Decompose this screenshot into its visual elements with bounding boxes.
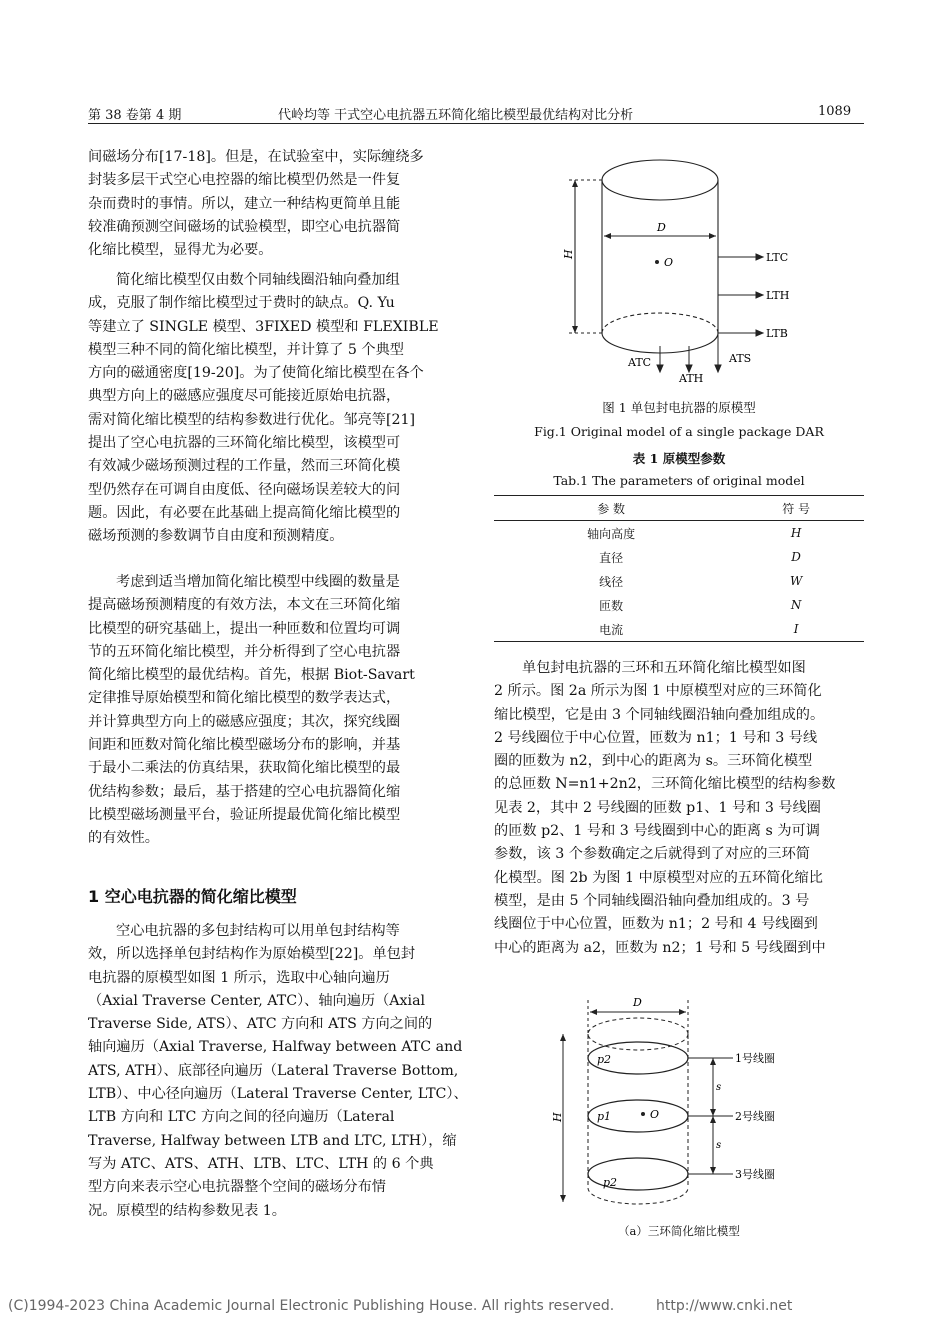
- center-point-O: [641, 1112, 645, 1116]
- text-line: 间磁场分布[17-18]。但是，在试验室中，实际缠绕多: [88, 149, 424, 165]
- text-line: 圈的匝数为 n2，到中心的距离为 s。三环简化模型: [494, 753, 813, 770]
- text-line: 中心的距离为 a2，匝数为 n2；1 号和 5 号线圈到中: [494, 939, 826, 956]
- text-line: ATS, ATH）、底部径向遍历（Lateral Traverse Bottom,: [88, 1062, 459, 1079]
- table-row: [494, 521, 864, 546]
- table-cell: 匝数: [599, 598, 624, 613]
- text-line: 参数，该 3 个参数确定之后就得到了对应的三环简: [494, 846, 810, 863]
- label-LTH: LTH: [766, 289, 790, 302]
- text-line: 优结构参数；最后，基于搭建的空心电抗器简化缩: [88, 783, 401, 800]
- text-line: 2 所示。图 2a 所示为图 1 中原模型对应的三环简化: [494, 683, 822, 700]
- table-cell: I: [728, 617, 864, 642]
- text-line: 磁场预测的参数调节自由度和预测精度。: [88, 528, 344, 545]
- label-ATH: ATH: [679, 372, 704, 385]
- text-line: 电抗器的原模型如图 1 所示，选取中心轴向遍历: [88, 969, 390, 986]
- text-line: 化缩比模型，显得尤为必要。: [88, 242, 273, 259]
- label-O: O: [650, 1108, 660, 1121]
- page-number: 1089: [818, 104, 852, 119]
- text-line: 较准确预测空间磁场的试验模型，即空心电抗器简: [88, 218, 401, 235]
- table-cell: N: [790, 598, 802, 612]
- text-line: 成，克服了制作缩比模型过于费时的缺点。Q. Yu: [88, 295, 395, 312]
- left-paragraph-1: [88, 146, 458, 262]
- text-line: 型方向来表示空心电抗器整个空间的磁场分布情: [88, 1179, 386, 1196]
- text-line: 节的五环简化缩比模型，并分析得到了空心电抗器: [88, 643, 401, 660]
- text-line: 间距和匝数对简化缩比模型磁场分布的影响，并基: [88, 737, 401, 754]
- label-H: H: [562, 249, 575, 259]
- text-line: 提出了空心电抗器的三环简化缩比模型，该模型可: [88, 435, 401, 452]
- text-line: 等建立了 SINGLE 模型、3FIXED 模型和 FLEXIBLE: [88, 318, 439, 335]
- text-line: 比模型的研究基础上，提出一种匝数和位置均可调: [88, 620, 401, 637]
- label-coil-1: 1号线圈: [735, 1052, 775, 1065]
- table-row: [494, 545, 864, 569]
- label-D: D: [657, 221, 666, 234]
- text-line: 题。因此，有必要在此基础上提高简化缩比模型的: [88, 504, 401, 521]
- table-cell: D: [791, 550, 801, 564]
- label-O: O: [664, 256, 674, 269]
- table-cell: 轴向高度: [587, 526, 636, 541]
- copyright-footer: (C)1994-2023 China Academic Journal Electronic Publishing House. All rights reserved.: [8, 1298, 615, 1314]
- text-line: 线圈位于中心位置，匝数为 n1；2 号和 4 号线圈到: [494, 916, 818, 933]
- text-line: 方向的磁通密度[19-20]。为了使简化缩比模型在各个: [88, 365, 424, 382]
- label-H: H: [551, 1112, 564, 1122]
- table-row: [494, 569, 864, 593]
- text-line: 况。原模型的结构参数见表 1。: [88, 1202, 286, 1219]
- text-line: 于最小二乘法的仿真结果，获取简化缩比模型的最: [88, 760, 401, 777]
- section-title: 1 空心电抗器的简化缩比模型: [88, 887, 297, 906]
- right-paragraph-1: [494, 657, 864, 960]
- text-line: LTB 方向和 LTC 方向之间的径向遍历（Lateral: [88, 1109, 395, 1126]
- label-s-lower: s: [716, 1140, 722, 1151]
- top-dashed-ellipse: [588, 1018, 688, 1050]
- text-line: 化模型。图 2b 为图 1 中原模型对应的五环简化缩比: [494, 869, 823, 886]
- label-p1: p1: [597, 1110, 612, 1123]
- label-p2-bottom: p2: [603, 1176, 618, 1189]
- label-LTC: LTC: [766, 251, 789, 264]
- text-line: 有效减少磁场预测过程的工作量，然而三环简化模: [88, 458, 401, 475]
- figure-1-caption-cn: 图 1 单包封电抗器的原模型: [602, 400, 756, 415]
- running-title: 代岭均等 干式空心电抗器五环简化缩比模型最优结构对比分析: [278, 108, 634, 123]
- text-line: Traverse, Halfway between LTB and LTC, LTH），缩: [88, 1132, 457, 1149]
- journal-issue: 第 38 卷第 4 期: [88, 108, 182, 123]
- label-D: D: [633, 996, 642, 1009]
- text-line: 需对简化缩比模型的结构参数进行优化。邹亮等[21]: [88, 411, 416, 428]
- table-row: [494, 593, 864, 617]
- text-line: 简化缩比模型的最优结构。首先，根据 Biot-Savart: [88, 667, 415, 684]
- text-line: 型仍然存在可调自由度低、径向磁场误差较大的问: [88, 481, 401, 498]
- text-line: 2 号线圈位于中心位置，匝数为 n1；1 号和 3 号线: [494, 729, 818, 746]
- table-cell: 线径: [599, 574, 624, 589]
- text-line: 典型方向上的磁感应强度尽可能接近原始电抗器，: [88, 388, 401, 405]
- table-row: [494, 617, 864, 642]
- text-line: 杂而费时的事情。所以，建立一种结构更简单且能: [88, 195, 401, 212]
- table-cell: 直径: [599, 550, 624, 565]
- figure-1-original-model: [545, 140, 805, 386]
- left-paragraph-4: [88, 920, 468, 1223]
- text-line: 见表 2，其中 2 号线圈的匝数 p1、1 号和 3 号线圈: [494, 799, 821, 816]
- text-line: 写为 ATC、ATS、ATH、LTB、LTC、LTH 的 6 个典: [88, 1155, 434, 1172]
- left-paragraph-2: [88, 269, 458, 549]
- text-line: 并计算典型方向上的磁感应强度；其次，探究线圈: [88, 713, 401, 730]
- label-ATC: ATC: [628, 356, 652, 369]
- table-cell: H: [790, 526, 802, 540]
- text-line: 的有效性。: [88, 830, 159, 847]
- text-line: 缩比模型，它是由 3 个同轴线圈沿轴向叠加组成的。: [494, 706, 825, 723]
- table-1: [494, 495, 864, 642]
- figure-2a-three-ring-model: [545, 990, 815, 1245]
- text-line: 空心电抗器的多包封结构可以用单包封结构等: [116, 923, 400, 939]
- cylinder-bottom-back: [602, 313, 718, 333]
- label-s-upper: s: [716, 1082, 722, 1093]
- text-line: 提高磁场预测精度的有效方法，本文在三环简化缩: [88, 597, 401, 614]
- label-p2-top: p2: [597, 1053, 612, 1066]
- text-line: 单包封电抗器的三环和五环简化缩比模型如图: [522, 660, 806, 676]
- table-1-title-en: Tab.1 The parameters of original model: [553, 473, 805, 488]
- table-header-param: 参 数: [494, 496, 728, 521]
- label-coil-3: 3号线圈: [735, 1168, 775, 1181]
- left-paragraph-3: [88, 571, 458, 851]
- table-cell: 电流: [494, 617, 728, 642]
- cylinder-top: [602, 160, 718, 200]
- header-rule: [88, 123, 864, 124]
- text-line: 效，所以选择单包封结构作为原始模型[22]。单包封: [88, 946, 416, 963]
- table-header-symbol: 符 号: [728, 496, 864, 521]
- text-line: Traverse Side, ATS）、ATC 方向和 ATS 方向之间的: [88, 1016, 433, 1033]
- figure-1-caption-en: Fig.1 Original model of a single package DAR: [534, 424, 824, 439]
- text-line: 的匝数 p2、1 号和 3 号线圈到中心的距离 s 为可调: [494, 823, 820, 840]
- text-line: 封装多层干式空心电控器的缩比模型仍然是一件复: [88, 172, 401, 189]
- text-line: （Axial Traverse Center, ATC）、轴向遍历（Axial: [88, 992, 426, 1009]
- text-line: 的总匝数 N=n1+2n2，三环简化缩比模型的结构参数: [494, 776, 836, 793]
- table-1-title-cn: 表 1 原模型参数: [632, 451, 726, 466]
- text-line: 模型，是由 5 个同轴线圈沿轴向叠加组成的。3 号: [494, 892, 810, 909]
- text-line: 轴向遍历（Axial Traverse, Halfway between ATC and: [88, 1039, 463, 1056]
- text-line: 考虑到适当增加简化缩比模型中线圈的数量是: [116, 574, 400, 590]
- table-cell: W: [789, 574, 803, 588]
- center-point-O: [655, 260, 659, 264]
- text-line: 简化缩比模型仅由数个同轴线圈沿轴向叠加组: [116, 272, 400, 288]
- label-ATS: ATS: [729, 352, 752, 365]
- label-coil-2: 2号线圈: [735, 1110, 775, 1123]
- text-line: LTB）、中心径向遍历（Lateral Traverse Center, LTC）、: [88, 1086, 468, 1103]
- figure-2a-caption: （a）三环简化缩比模型: [618, 1224, 740, 1238]
- label-LTB: LTB: [766, 327, 788, 340]
- text-line: 比模型磁场测量平台，验证所提最优简化缩比模型: [88, 806, 401, 823]
- cnki-link[interactable]: http://www.cnki.net: [656, 1298, 793, 1314]
- text-line: 模型三种不同的简化缩比模型，并计算了 5 个典型: [88, 341, 404, 358]
- text-line: 定律推导原始模型和简化缩比模型的数学表达式，: [88, 690, 401, 707]
